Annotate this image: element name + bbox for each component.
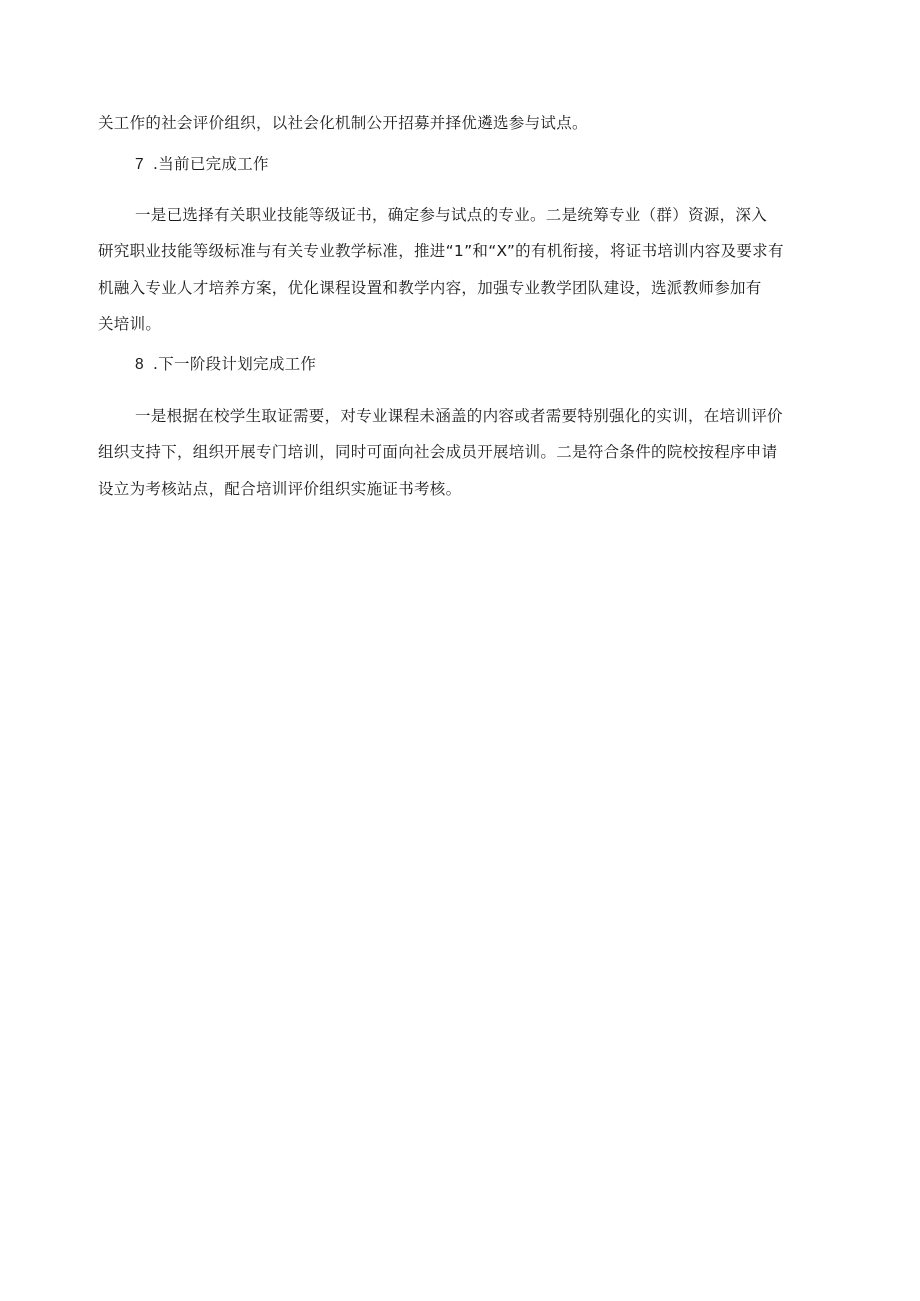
section-heading-7 — [135, 154, 269, 175]
section-title: .当前已完成工作 — [153, 155, 269, 173]
paragraph-line: 一是已选择有关职业技能等级证书，确定参与试点的专业。二是统筹专业（群）资源，深入 — [135, 206, 768, 224]
section-number: 7 — [135, 156, 144, 173]
section-heading-8 — [135, 354, 316, 375]
continuation-text: 关工作的社会评价组织，以社会化机制公开招募并择优遴选参与试点。 — [98, 114, 588, 132]
paragraph-line: 设立为考核站点，配合培训评价组织实施证书考核。 — [98, 480, 462, 498]
section-number: 8 — [135, 356, 144, 373]
paragraph-line: 关培训。 — [98, 315, 162, 333]
paragraph-line: 机融入专业人才培养方案，优化课程设置和教学内容，加强专业教学团队建设，选派教师参加有 — [98, 279, 762, 297]
paragraph-line: 一是根据在校学生取证需要，对专业课程未涵盖的内容或者需要特别强化的实训，在培训评价 — [135, 407, 783, 425]
paragraph-line: 组织支持下，组织开展专门培训，同时可面向社会成员开展培训。二是符合条件的院校按程序申请 — [98, 443, 778, 461]
paragraph-line: 研究职业技能等级标准与有关专业教学标准，推进“1”和“X”的有机衔接，将证书培训内容及要求有 — [98, 242, 784, 260]
section-title: .下一阶段计划完成工作 — [153, 355, 317, 373]
